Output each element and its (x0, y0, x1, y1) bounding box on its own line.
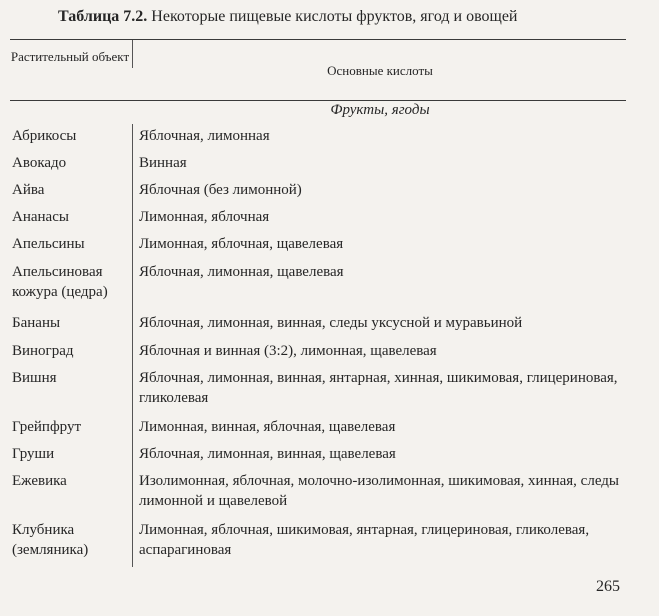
row-acids: Изолимонная, яблочная, молочно-изолимонная, шикимовая, хинная, следы лимонной и щавелевой (139, 473, 619, 509)
row-acids: Яблочная, лимонная, щавелевая (139, 264, 344, 280)
row-acids: Винная (139, 155, 187, 171)
row-acids: Яблочная (без лимонной) (139, 182, 302, 198)
row-acids: Лимонная, яблочная, шикимовая, янтарная, глицериновая, гликолевая, аспарагиновая (139, 522, 590, 558)
row-object: Груши (12, 446, 55, 462)
header-bottom-rule (10, 100, 626, 101)
row-object: Айва (12, 182, 45, 198)
row-acids: Лимонная, винная, яблочная, щавелевая (139, 419, 396, 435)
header-column-divider (132, 40, 133, 68)
row-acids: Яблочная, лимонная, винная, щавелевая (139, 446, 396, 462)
page-number: 265 (596, 578, 620, 595)
row-object: Ежевика (12, 473, 67, 489)
row-object: Бананы (12, 315, 61, 331)
section-heading: Фрукты, ягоды (330, 102, 430, 118)
table-caption (58, 8, 518, 26)
row-object: Виноград (12, 343, 74, 359)
row-acids: Лимонная, яблочная (139, 209, 270, 225)
row-object: Апельсиновая кожура (цедра) (12, 264, 108, 300)
body-column-divider (132, 124, 133, 567)
row-object: Клубника (земляника) (12, 522, 89, 558)
table-caption-label: Таблица 7.2. (58, 8, 148, 25)
column-header-acids: Основные кислоты (327, 63, 433, 78)
row-acids: Яблочная, лимонная (139, 128, 270, 144)
row-object: Апельсины (12, 236, 85, 252)
row-object: Вишня (12, 370, 57, 386)
row-acids: Яблочная и винная (3:2), лимонная, щавелевая (139, 343, 437, 359)
table-top-rule (10, 39, 626, 40)
row-object: Абрикосы (12, 128, 77, 144)
column-header-object: Растительный объект (10, 49, 130, 64)
row-acids: Яблочная, лимонная, винная, следы уксусной и муравьиной (139, 315, 523, 331)
row-acids: Яблочная, лимонная, винная, янтарная, хинная, шикимовая, глицериновая, гликолевая (139, 370, 618, 406)
table-caption-text: Некоторые пищевые кислоты фруктов, ягод и овощей (151, 8, 518, 25)
row-object: Грейпфрут (12, 419, 82, 435)
row-object: Ананасы (12, 209, 69, 225)
row-acids: Лимонная, яблочная, щавелевая (139, 236, 344, 252)
row-object: Авокадо (12, 155, 67, 171)
